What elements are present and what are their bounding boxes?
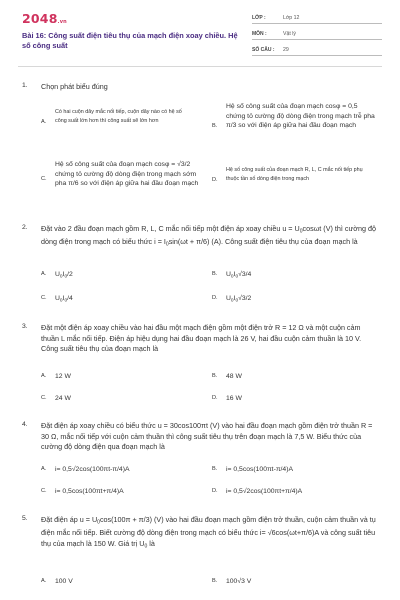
- question-3: [22, 323, 382, 413]
- lesson-title: Bài 16: Công suất điện tiêu thụ của mạch điện xoay chiều. Hệ số công suất: [22, 31, 238, 50]
- question-1: [22, 82, 382, 212]
- option-text: $U_0I_0√3/2$: [226, 295, 252, 304]
- option-text: Hệ số công suất của đoạn mạch cosφ = 0,5 chứng tỏ cường độ dòng điện trong mạch trễ pha π/3 so với điện áp giữa hai đầu đoạn mạch: [226, 103, 375, 130]
- option-letter: A.: [41, 373, 47, 379]
- meta-value: Lớp 12: [283, 14, 300, 21]
- option-text: 24 W: [55, 395, 71, 402]
- option-text: 12 W: [55, 373, 71, 380]
- question-text: Đặt một điện áp xoay chiều vào hai đầu một mạch điện gồm một điện trở R = 12 Ω và một cuộn cảm thuần L mắc nối tiếp. Điện áp hiệu dụng hai đầu đoạn mạch là 26 V, hai đầu cuộn cảm thuần là 10 V. Công suất tiêu thụ của đoạn mạch là: [41, 323, 362, 354]
- meta-label: MÔN :: [252, 30, 267, 37]
- option-letter: B.: [212, 466, 218, 472]
- option-text: Có hai cuộn dây mắc nối tiếp, cuộn dây nào có hệ số công suất lớn hơn thì công suất sẽ lớn hơn: [55, 109, 182, 124]
- option-letter: D.: [212, 295, 218, 301]
- option-text: 100 V: [55, 578, 73, 585]
- question-text: Đặt điện áp xoay chiều có biểu thức u = 30cos100πt (V) vào hai đầu đoạn mạch gồm điện trở thuần R = 30 Ω, mắc nối tiếp với cuộn cảm thuần thì công suất tiêu thụ trên đoạn mạch là 7,5 W. Biểu thức của cường độ dòng điện qua đoạn mạch là: [41, 421, 373, 452]
- question-number: 1.: [22, 82, 28, 89]
- question-number: 3.: [22, 323, 28, 330]
- option-text: $U_0I_0√3/4$: [226, 271, 252, 280]
- logo-tld: .vn: [57, 19, 67, 25]
- meta-row-class: [252, 13, 382, 24]
- question-4: [22, 421, 382, 503]
- option-letter: D.: [212, 488, 218, 494]
- option-text: 100√3 V: [226, 578, 252, 585]
- question-text: Đặt điện áp $u = U_0\cos(100\pi + \pi/3)$ (V) vào hai đầu đoạn mạch gồm điện trở thuần, cuộn cảm thuần và tụ điện mắc nối tiếp. Biết cường độ dòng điện trong mạch có biểu thức i= √6cos(ωt+π/6)A và công suất tiêu thụ của mạch là 150 W. Giá trị $U_0$ là: [41, 515, 376, 550]
- option-letter: C.: [41, 488, 47, 494]
- option-letter: C.: [41, 395, 47, 401]
- meta-label: SỐ CÂU :: [252, 46, 275, 53]
- meta-row-count: [252, 45, 382, 56]
- option-text: 48 W: [226, 373, 242, 380]
- option-letter: C.: [41, 176, 47, 182]
- option-letter: B.: [212, 373, 218, 379]
- option-text: i= 0,5√2cos(100πt-π/4)A: [55, 466, 130, 473]
- option-letter: D.: [212, 177, 218, 183]
- option-letter: D.: [212, 395, 218, 401]
- question-number: 4.: [22, 421, 28, 428]
- question-number: 2.: [22, 224, 28, 231]
- question-text: Chọn phát biểu đúng: [41, 82, 108, 91]
- meta-label: LỚP :: [252, 14, 266, 21]
- option-letter: B.: [212, 271, 218, 277]
- option-text: Hệ số công suất của đoạn mạch cosφ = √3/2 chứng tỏ cường độ dòng điện trong mạch sớm pha π/6 so với điện áp giữa hai đầu đoạn mạch: [55, 161, 199, 188]
- option-letter: A.: [41, 578, 47, 584]
- option-letter: C.: [41, 295, 47, 301]
- meta-value: Vật lý: [283, 30, 296, 37]
- meta-panel: [252, 13, 382, 61]
- site-logo[interactable]: 2048.vn: [22, 11, 67, 26]
- meta-value: 29: [283, 46, 289, 53]
- option-text: 16 W: [226, 395, 242, 402]
- header-divider: [18, 66, 382, 67]
- option-text: $U_0I_0/2$: [55, 271, 73, 280]
- option-letter: B.: [212, 123, 218, 129]
- option-text: i= 0,5cos(100πt+π/4)A: [55, 488, 124, 495]
- option-text: i= 0,5cos(100πt-π/4)A: [226, 466, 293, 473]
- option-text: $U_0I_0/4$: [55, 295, 73, 304]
- option-letter: A.: [41, 119, 47, 125]
- option-text: Hệ số công suất của đoạn mạch R, L, C mắc nối tiếp phụ thuộc tần số dòng điện trong mạch: [226, 167, 363, 182]
- option-text: i= 0,5√2cos(100πt+π/4)A: [226, 488, 303, 495]
- question-number: 5.: [22, 515, 28, 522]
- question-text: Đặt vào 2 đầu đoạn mạch gồm R, L, C mắc nối tiếp một điện áp xoay chiều $u = U_0\cos\omega t$ (V) thì cường độ dòng điện trong mạch có biểu thức $i = I_0\sin(\omega t + \pi/6)$ (A). Công suất điện tiêu thụ của đoạn mạch là: [41, 224, 376, 248]
- option-letter: B.: [212, 578, 218, 584]
- page-header: [0, 0, 400, 62]
- meta-row-subject: [252, 29, 382, 40]
- question-2: [22, 224, 382, 310]
- option-letter: A.: [41, 271, 47, 277]
- question-5: [22, 515, 382, 597]
- option-letter: A.: [41, 466, 47, 472]
